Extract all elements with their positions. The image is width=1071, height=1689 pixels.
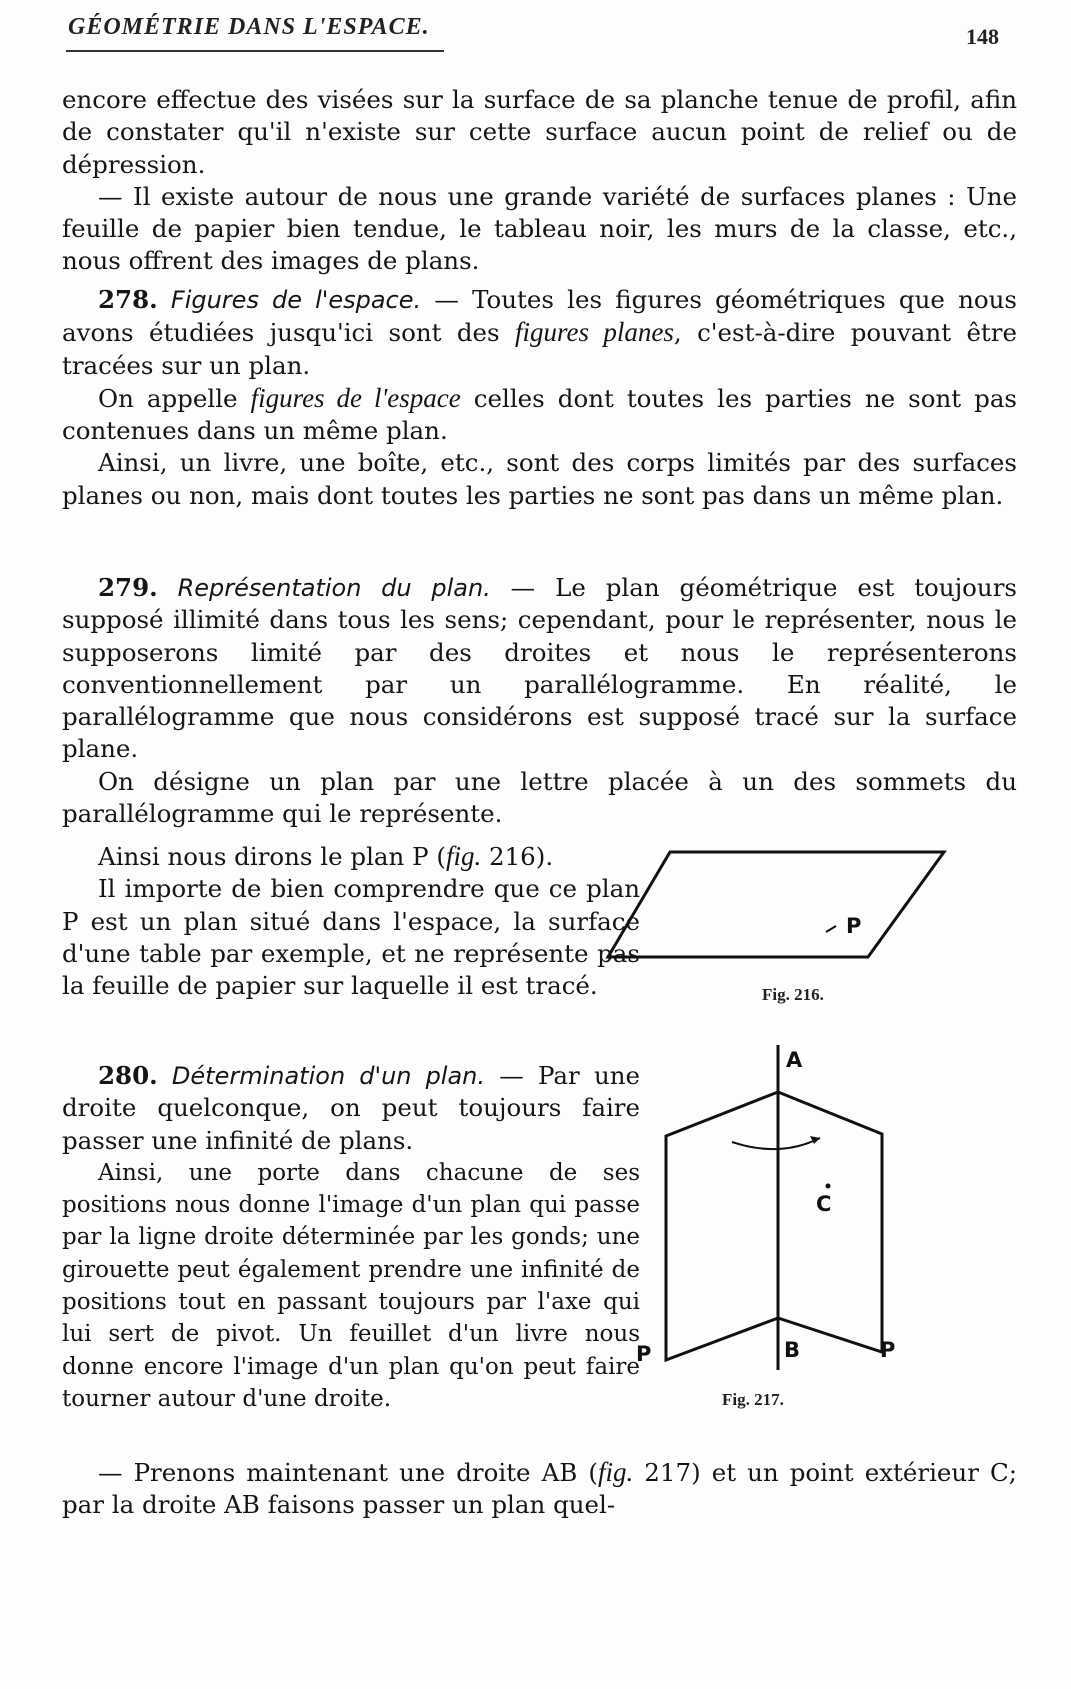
section-text: — Toutes les figures géométriques que nous avons étudiées jusqu'ici sont des xyxy=(62,285,1017,348)
paragraph-text: — Prenons maintenant une droite AB ( xyxy=(98,1458,598,1487)
fig217-caption: Fig. 217. xyxy=(722,1390,784,1409)
emphasis: figures de l'espace xyxy=(250,382,461,413)
paragraph-prenons xyxy=(62,1456,1017,1522)
figure-216-parallelogram xyxy=(600,840,960,970)
section-title: Figures de l'espace. xyxy=(170,286,422,314)
fig217-label-c: C xyxy=(816,1192,832,1216)
section-title: Représentation du plan. xyxy=(177,574,491,602)
fig217-label-b: B xyxy=(784,1338,801,1362)
paragraph-porte-girouette: Ainsi, une porte dans chacune de ses positions nous donne l'image d'un plan qui passe par la ligne droite déterminée par les gonds; une girouette peut également prendre une infinité de positions tout en passant toujours par l'axe qui lui sert de pivot. Un feuillet d'un livre nous donne encore l'image d'un plan qu'on peut faire tourner autour d'une droite. xyxy=(62,1159,640,1412)
emphasis: fig. xyxy=(597,1457,634,1487)
section-number: 278. xyxy=(98,285,158,314)
emphasis: figures planes xyxy=(515,317,674,348)
paragraph-text: celles dont toutes les parties ne sont pas contenues dans un même plan. xyxy=(62,383,1017,446)
text-block-279 xyxy=(62,572,1017,830)
paragraph-text: 217) et un point extérieur C; par la droite AB faisons passer un plan quel- xyxy=(62,1458,1017,1520)
fig216-label-p: P xyxy=(846,914,862,938)
paragraph-livre-boite: Ainsi, un livre, une boîte, etc., sont des corps limités par des surfaces planes ou non, mais dont toutes les parties ne sont pas dans un même plan. xyxy=(62,448,1017,510)
left-half-plane xyxy=(666,1092,778,1360)
page-number: 148 xyxy=(966,24,999,49)
title-underline xyxy=(66,50,444,52)
section-278 xyxy=(62,284,1017,382)
paragraph-continuation: encore effectue des visées sur la surface de sa planche tenue de profil, afin de constater qu'il n'existe sur cette surface aucun point de relief ou de dépression. xyxy=(62,85,1017,179)
emphasis: fig. xyxy=(445,841,482,871)
running-title: GÉOMÉTRIE DANS L'ESPACE. xyxy=(68,14,430,40)
fig217-label-a: A xyxy=(786,1048,803,1072)
plane-outline xyxy=(608,852,944,957)
paragraph-text: Ainsi nous dirons le plan P ( xyxy=(98,842,446,871)
paragraph-designation-plan: On désigne un plan par une lettre placée à un des sommets du parallélogramme qui le représente. xyxy=(62,766,1017,829)
point-c xyxy=(826,1184,831,1189)
section-text: — Par une droite quelconque, on peut toujours faire passer une infinité de plans. xyxy=(62,1061,640,1155)
right-half-plane xyxy=(778,1092,882,1352)
text-block-top xyxy=(62,84,1017,278)
text-block-278 xyxy=(62,284,1017,512)
section-279 xyxy=(62,572,1017,766)
fig217-label-p-left: P xyxy=(636,1342,652,1366)
text-block-bottom xyxy=(62,1456,1017,1522)
rotation-arrow xyxy=(732,1138,820,1149)
paragraph-surfaces-planes: — Il existe autour de nous une grande variété de surfaces planes : Une feuille de papier bien tendue, le tableau noir, les murs de la classe, etc., nous offrent des images de plans. xyxy=(62,181,1017,276)
section-number: 279. xyxy=(98,573,158,602)
paragraph-plan-p xyxy=(62,840,640,873)
section-number: 280. xyxy=(98,1061,158,1090)
section-280 xyxy=(62,1060,640,1157)
text-block-280 xyxy=(62,1060,640,1415)
text-block-fig216 xyxy=(62,840,640,1002)
fig216-caption: Fig. 216. xyxy=(762,985,824,1004)
paragraph-figures-espace xyxy=(62,382,1017,448)
paragraph-text: On appelle xyxy=(98,383,251,413)
section-text: , c'est-à-dire pouvant être tracées sur un plan. xyxy=(62,318,1017,380)
label-leader xyxy=(826,926,836,932)
fig217-label-p-right: P xyxy=(880,1338,896,1362)
section-title: Détermination d'un plan. xyxy=(171,1062,486,1090)
paragraph-text: 216). xyxy=(481,842,554,871)
section-text: — Le plan géométrique est toujours supposé illimité dans tous les sens; cependant, pour le représenter, nous le supposerons limité par des droites et nous le représenterons conventionnellement par un parallélogramme. En réalité, le parallélogramme que nous considérons est supposé tracé sur la surface plane. xyxy=(62,573,1018,764)
paragraph-comprendre: Il importe de bien comprendre que ce plan P est un plan situé dans l'espace, la surface d'une table par exemple, et ne représente pas la feuille de papier sur laquelle il est tracé. xyxy=(62,874,640,1001)
figure-217-half-planes xyxy=(620,1040,920,1380)
